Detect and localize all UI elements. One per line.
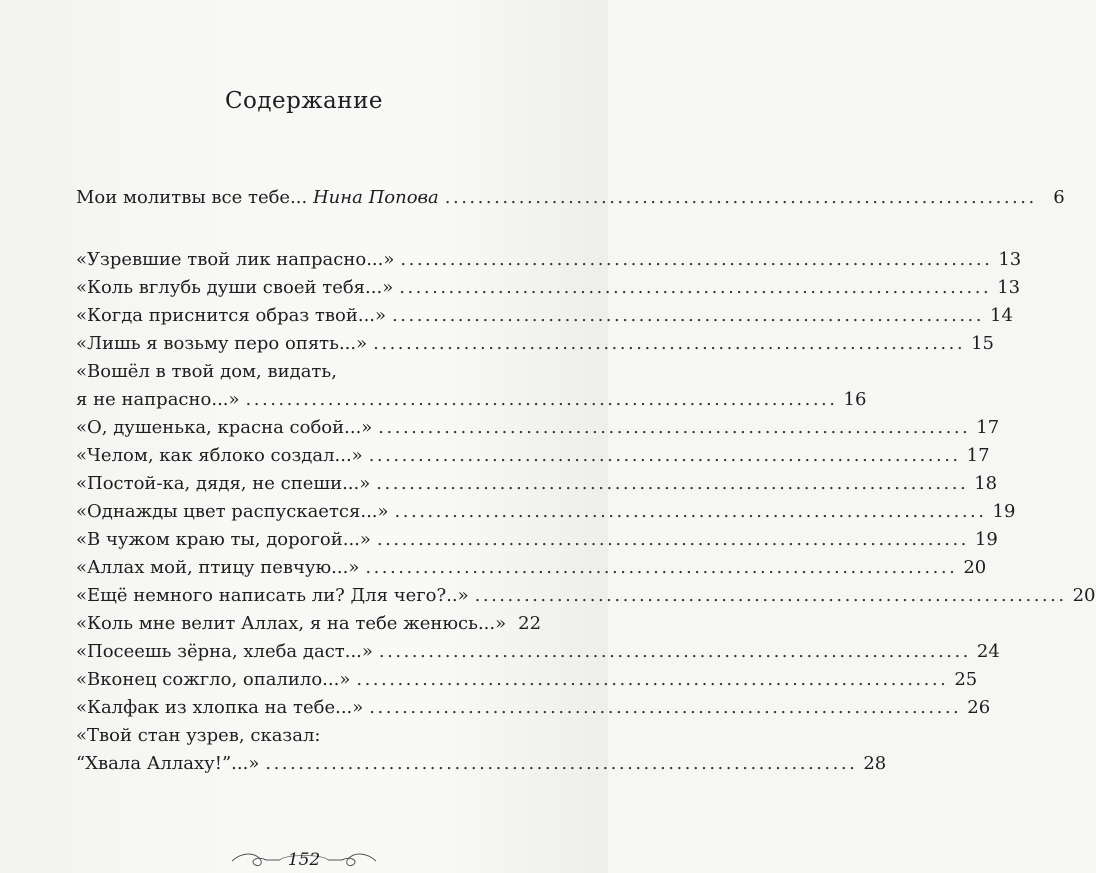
dot-leader: ........................................................................	[392, 305, 984, 326]
dot-leader: ........................................................................	[365, 557, 958, 578]
toc-entry-row	[76, 386, 867, 414]
toc-entry-page: 19	[992, 501, 1016, 522]
toc-entry-page: 18	[974, 473, 998, 494]
toc-entry-page: 20	[1072, 585, 1096, 606]
toc-entry-page: 15	[971, 333, 994, 354]
toc-entry	[76, 498, 1016, 526]
toc-entry-title: «О, душенька, красна собой...»	[76, 417, 373, 438]
toc-entry-page: 28	[863, 753, 887, 774]
toc-entry	[76, 414, 1000, 442]
toc-entry-page: 20	[963, 557, 987, 578]
toc-entry-title: «Вошёл в твой дом, видать,	[76, 361, 337, 382]
toc-entry-title: «Вконец сожгло, опалило...»	[76, 669, 351, 690]
dot-leader: ........................................................................	[474, 585, 1067, 606]
toc-entry	[76, 638, 1000, 666]
dot-leader: ........................................................................	[368, 445, 961, 466]
toc-entry-title: «Ещё немного написать ли? Для чего?..»	[76, 585, 469, 606]
page-number: 152	[287, 850, 321, 870]
dot-leader: ........................................................................	[373, 333, 966, 354]
toc-entry-row	[76, 274, 1021, 302]
dot-leader: ........................................................................	[400, 249, 993, 270]
toc-entry	[76, 666, 978, 694]
toc-entry-title: «Коль вглубь души своей тебя...»	[76, 277, 394, 298]
toc-entry	[76, 610, 541, 638]
toc-list	[76, 246, 1096, 778]
toc-entry	[76, 722, 887, 778]
dot-leader: ........................................................................	[245, 389, 838, 410]
toc-entry-row	[76, 246, 1022, 274]
toc-entry-title: «Аллах мой, птицу певчую...»	[76, 557, 360, 578]
toc-entry-title: «Калфак из хлопка на тебе...»	[76, 697, 364, 718]
toc-entry-row	[76, 414, 1000, 442]
toc-entry-page: 14	[990, 305, 1013, 326]
toc-entry-title: «В чужом краю ты, дорогой...»	[76, 529, 371, 550]
toc-entry-page: 16	[843, 389, 867, 410]
toc-entry-title	[76, 184, 439, 212]
toc-entry-page: 13	[998, 249, 1022, 270]
toc-entry-row	[76, 302, 1013, 330]
toc-entry-row	[76, 750, 887, 778]
dot-leader: ........................................................................	[399, 277, 992, 298]
toc-entry-row	[76, 498, 1016, 526]
toc-entry-page: 13	[997, 277, 1021, 298]
toc-entry-page: 25	[954, 669, 978, 690]
toc-entry-row	[76, 694, 991, 722]
toc-entry-page: 22	[518, 613, 542, 634]
toc-entry-title: «Посеешь зёрна, хлеба даст...»	[76, 641, 373, 662]
toc-entry-row	[76, 470, 998, 498]
toc-entry-title: «Челом, как яблоко создал...»	[76, 445, 363, 466]
dot-leader: ........................................................................	[265, 753, 858, 774]
toc-entry-title: «Лишь я возьму перо опять...»	[76, 333, 368, 354]
toc-entry-row	[76, 554, 987, 582]
dot-leader: ........................................................................	[444, 187, 1037, 208]
toc-entry	[76, 470, 998, 498]
dot-leader: ........................................................................	[394, 501, 987, 522]
dot-leader: ........................................................................	[376, 473, 969, 494]
dot-leader: ........................................................................	[356, 669, 949, 690]
toc-entry-title: «Однажды цвет распускается...»	[76, 501, 389, 522]
toc-entry	[76, 274, 1021, 302]
toc-entry	[76, 526, 998, 554]
toc-entry-title: «Узревшие твой лик напрасно...»	[76, 249, 395, 270]
toc-entry	[76, 554, 987, 582]
toc-entry	[76, 358, 867, 414]
toc-entry-title: я не напрасно...»	[76, 389, 240, 410]
toc-entry	[76, 582, 1096, 610]
toc-entry-page: 17	[966, 445, 990, 466]
toc-entry-page: 24	[976, 641, 1000, 662]
toc-entry-title: «Когда приснится образ твой...»	[76, 305, 387, 326]
toc-entry-row	[76, 526, 998, 554]
toc-entry-title: «Твой стан узрев, сказал:	[76, 725, 321, 746]
toc-entry-row	[76, 582, 1096, 610]
toc-entry-author: Нина Попова	[312, 187, 439, 208]
toc-entry-row	[76, 442, 990, 470]
toc-entry	[76, 246, 1022, 274]
toc-entry-row	[76, 610, 541, 638]
toc-entry	[76, 184, 1065, 212]
toc-entry-row	[76, 638, 1000, 666]
toc-entry	[76, 302, 1013, 330]
toc-entry-page: 19	[974, 529, 998, 550]
toc-entry-row	[76, 330, 994, 358]
toc-entry-title: «Коль мне велит Аллах, я на тебе женюсь...»	[76, 613, 507, 634]
first-entry-block	[76, 184, 1065, 212]
toc-entry-page: 17	[976, 417, 1000, 438]
toc-entry-text: Мои молитвы все тебе...	[76, 187, 308, 208]
toc-entry-title: «Постой-ка, дядя, не спеши...»	[76, 473, 371, 494]
dot-leader: ........................................................................	[378, 417, 971, 438]
dot-leader: ........................................................................	[378, 641, 971, 662]
toc-entry	[76, 694, 991, 722]
toc-entry-row	[76, 666, 978, 694]
page-title: Содержание	[224, 88, 384, 114]
toc-entry-title: “Хвала Аллаху!”...»	[76, 753, 260, 774]
dot-leader: ........................................................................	[376, 529, 969, 550]
toc-entry-page: 6	[1053, 187, 1065, 208]
toc-entry-page: 26	[967, 697, 991, 718]
toc-entry	[76, 442, 990, 470]
dot-leader: ........................................................................	[369, 697, 962, 718]
toc-entry	[76, 330, 994, 358]
